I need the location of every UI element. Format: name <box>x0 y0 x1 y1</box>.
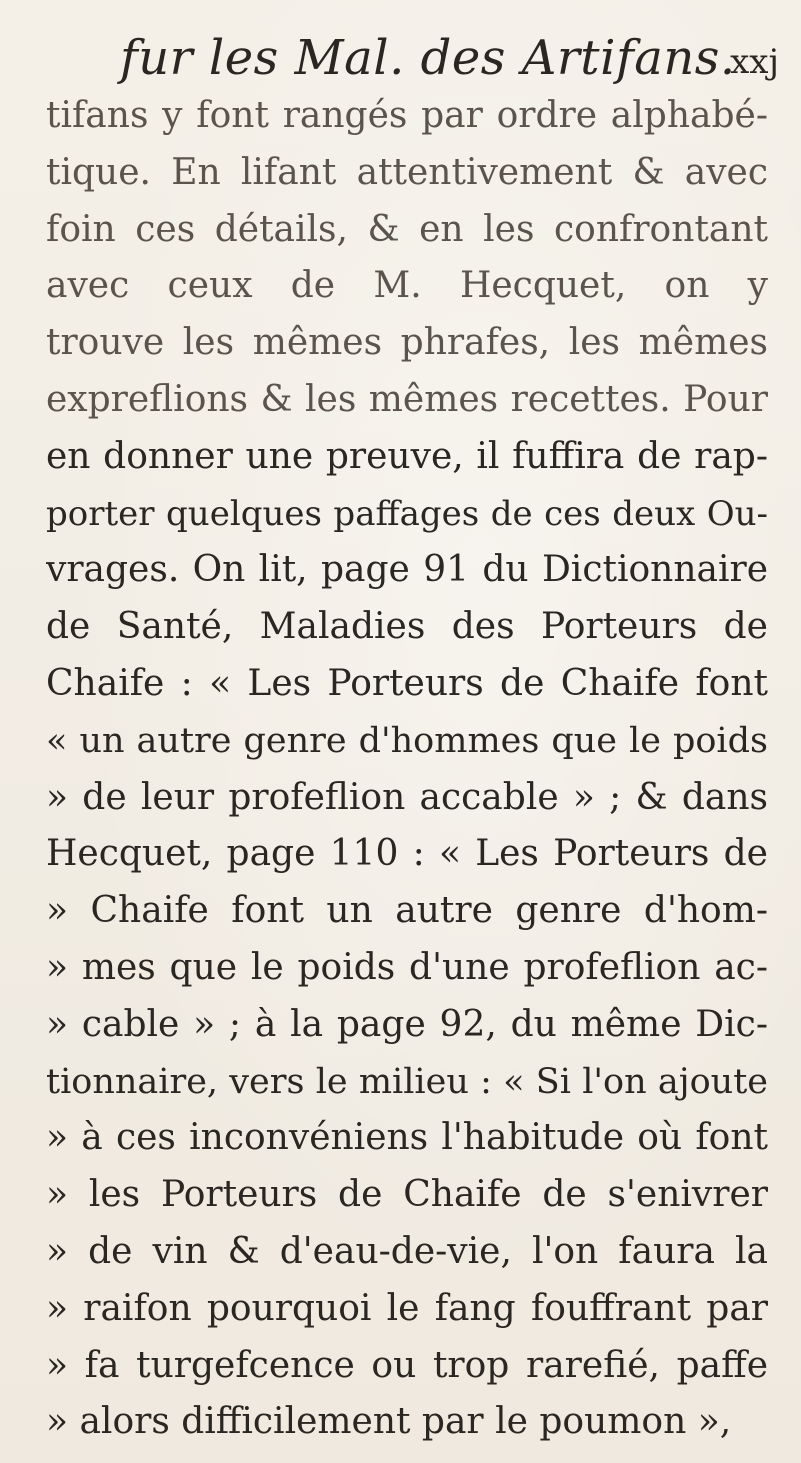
text-line: » cable » ; à la page 92, du même Dic- <box>46 1003 768 1045</box>
text-line: » alors difficilement par le poumon », <box>46 1401 732 1443</box>
text-line: « un autre genre d'hommes que le poids <box>46 720 768 761</box>
text-line: » Chaife font un autre genre d'hom- <box>46 890 768 932</box>
text-line: » fa turgefcence ou trop rarefié, paffe <box>46 1344 768 1386</box>
text-line: » de leur profeflion accable » ; & dans <box>46 776 768 818</box>
text-line: avec ceux de M. Hecquet, on y <box>46 265 768 307</box>
page-number: xxj <box>730 42 779 82</box>
running-head <box>0 0 801 92</box>
text-line: foin ces détails, & en les confrontant <box>46 208 768 250</box>
text-line: Hecquet, page 110 : « Les Porteurs de <box>46 833 768 875</box>
text-line: expreflions & les mêmes recettes. Pour <box>46 378 768 420</box>
text-line: tifans y font rangés par ordre alphabé- <box>46 95 768 136</box>
text-line: Chaife : « Les Porteurs de Chaife font <box>46 662 768 704</box>
text-line: de Santé, Maladies des Porteurs de <box>46 606 768 648</box>
text-line: » les Porteurs de Chaife de s'enivrer <box>46 1174 768 1216</box>
text-line: porter quelques paffages de ces deux Ou- <box>46 493 768 534</box>
text-line: tique. En lifant attentivement & avec <box>46 151 768 193</box>
running-head-title: fur les Mal. des Artifans. <box>120 30 736 86</box>
text-line: » mes que le poids d'une profeflion ac- <box>46 946 768 988</box>
text-line: trouve les mêmes phrafes, les mêmes <box>46 322 768 364</box>
text-line: » à ces inconvéniens l'habitude où font <box>46 1117 768 1159</box>
text-line: » raifon pourquoi le fang fouffrant par <box>46 1287 768 1329</box>
text-line: en donner une preuve, il fuffira de rap- <box>46 435 768 477</box>
text-line: » de vin & d'eau-de-vie, l'on faura la <box>46 1230 768 1272</box>
text-line: tionnaire, vers le milieu : « Si l'on ajoute <box>46 1061 768 1102</box>
text-line: vrages. On lit, page 91 du Dictionnaire <box>46 549 768 591</box>
body-text <box>46 88 768 1451</box>
